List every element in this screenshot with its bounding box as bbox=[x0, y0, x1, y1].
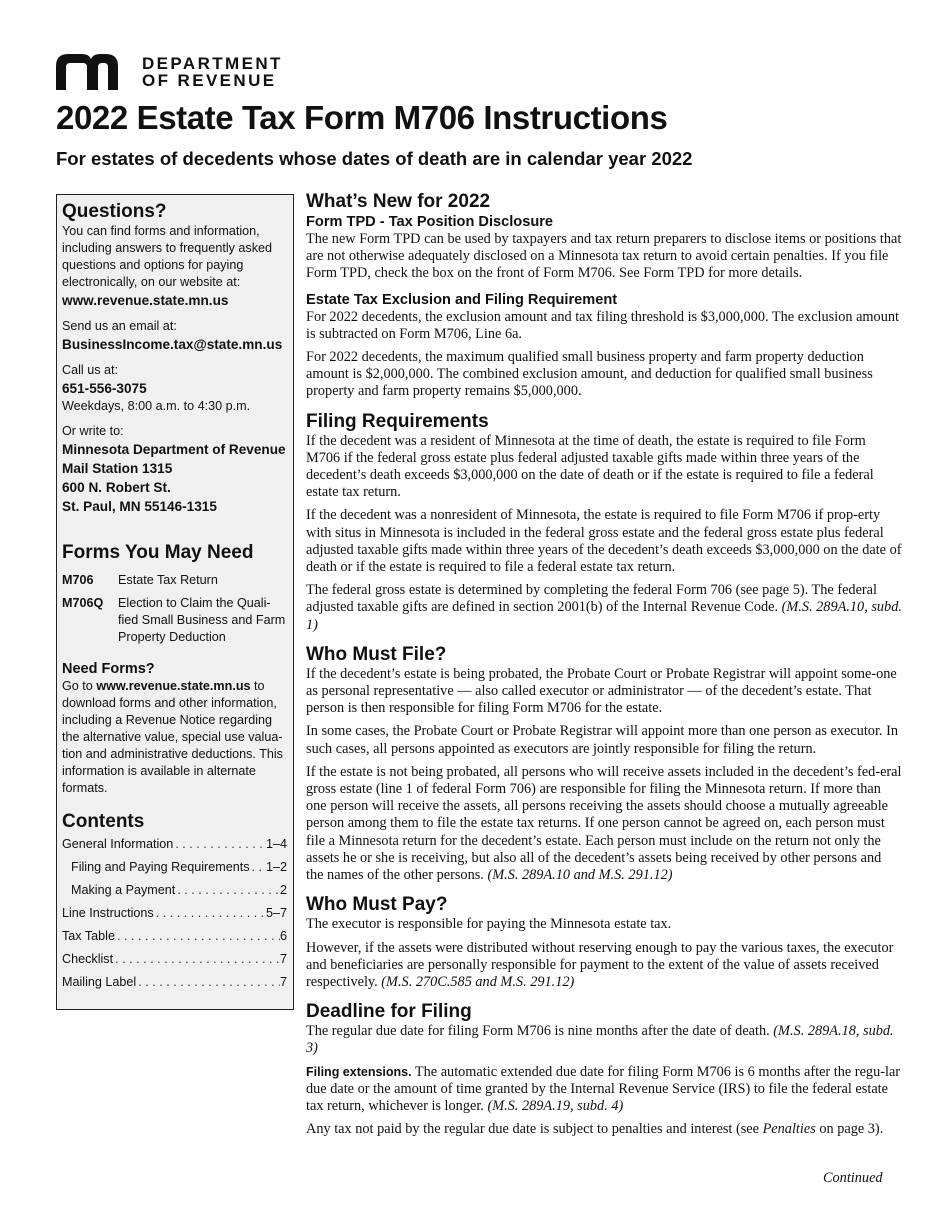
toc-item[interactable]: Line Instructions . . . 5–7 bbox=[62, 905, 287, 922]
address-line: St. Paul, MN 55146-1315 bbox=[62, 499, 217, 514]
address-line: Mail Station 1315 bbox=[62, 461, 173, 476]
who-file-paragraph: In some cases, the Probate Court or Probate Registrar will appoint more than one person as executor. In such cases, all persons appointed as executors are jointly responsible for filing the return. bbox=[306, 723, 898, 757]
form-item bbox=[62, 595, 287, 646]
who-must-pay-heading: Who Must Pay? bbox=[306, 894, 448, 916]
department-logo bbox=[56, 52, 283, 92]
exclusion-heading: Estate Tax Exclusion and Filing Requirement bbox=[306, 291, 618, 308]
exclusion-paragraph: For 2022 decedents, the maximum qualified small business property and farm property deduction amount is $2,000,000. The combined exclusion amount, and deduction for qualified small business property and farm property remains $5,000,000. bbox=[306, 349, 873, 400]
who-file-paragraph: If the decedent’s estate is being probated, the Probate Court or Probate Registrar will appoint some-one as personal representative — also called executor or administrator — of the decedent’s estate. That person is then responsible for filing Form M706 for the estate. bbox=[306, 665, 897, 717]
who-pay-paragraph: The executor is responsible for paying the Minnesota estate tax. bbox=[306, 916, 672, 933]
whats-new-heading: What’s New for 2022 bbox=[306, 191, 491, 212]
logo-line-1: DEPARTMENT bbox=[142, 54, 283, 73]
page-subtitle: For estates of decedents whose dates of death are in calendar year 2022 bbox=[56, 148, 693, 169]
deadline-paragraph: The regular due date for filing Form M706 is nine months after the date of death. (M.S. 289A.18, subd. 3) bbox=[306, 1023, 894, 1057]
statute-ref: (M.S. 270C.585 and M.S. 291.12) bbox=[381, 973, 575, 990]
form-desc: Election to Claim the Quali-fied Small Business and Farm Property Deduction bbox=[118, 596, 286, 644]
need-forms-link[interactable]: www.revenue.state.mn.us bbox=[96, 679, 251, 693]
who-must-file-heading: Who Must File? bbox=[306, 643, 447, 665]
forms-heading: Forms You May Need bbox=[62, 542, 254, 563]
statute-ref: (M.S. 289A.10 and M.S. 291.12) bbox=[487, 867, 673, 884]
phone-number: 651-556-3075 bbox=[62, 381, 147, 396]
email-label: Send us an email at: bbox=[62, 319, 177, 333]
form-code: M706 bbox=[62, 573, 94, 587]
questions-text: You can find forms and information, including answers to frequently asked questions and options for paying electronically, on our website at: bbox=[62, 224, 273, 289]
logo-text bbox=[142, 55, 283, 89]
continued-label: Continued bbox=[823, 1170, 883, 1186]
write-label: Or write to: bbox=[62, 424, 124, 438]
filing-requirements-heading: Filing Requirements bbox=[306, 410, 489, 432]
penalty-paragraph: Any tax not paid by the regular due date is subject to penalties and interest (see Penalties on page 3). bbox=[306, 1121, 884, 1138]
filing-paragraph: If the decedent was a resident of Minnesota at the time of death, the estate is required to file Form M706 if the federal gross estate plus federal adjusted taxable gifts made within three years of the decedent’s death exceeds $3,000,000 on the date of death or if the estate is required to file a federal estate tax return. bbox=[306, 432, 874, 501]
deadline-heading: Deadline for Filing bbox=[306, 1001, 472, 1023]
logo-line-2: OF REVENUE bbox=[142, 71, 277, 90]
toc-item[interactable]: Mailing Label . . . 7 bbox=[62, 974, 287, 991]
address-line: Minnesota Department of Revenue bbox=[62, 442, 286, 457]
penalties-ref: Penalties bbox=[762, 1121, 816, 1138]
extensions-paragraph: Filing extensions. The automatic extended due date for filing Form M706 is 6 months after the regu-lar due date or the amount of time granted by the Internal Revenue Service (IRS) to file the federal estate tax return, whichever is longer. (M.S. 289A.19, subd. 4) bbox=[306, 1063, 901, 1114]
toc-item[interactable]: Checklist . . . 7 bbox=[62, 951, 287, 968]
filing-paragraph: If the decedent was a nonresident of Minnesota, the estate is required to file Form M706 if prop-erty with situs in Minnesota is included in the federal gross estate and the federal gross estate plus federal adjusted taxable gifts made within three years of the decedent’s death exceeds $3,000,000 on the date of death or if the estate is required to file a federal estate tax return. bbox=[306, 507, 902, 576]
questions-heading: Questions? bbox=[62, 201, 167, 222]
need-forms-heading: Need Forms? bbox=[62, 661, 155, 677]
extensions-lead: Filing extensions. bbox=[306, 1064, 412, 1079]
email-link[interactable]: BusinessIncome.tax@state.mn.us bbox=[62, 337, 283, 352]
filing-paragraph: The federal gross estate is determined by completing the federal Form 706 (see page 5). The federal adjusted taxable gifts are defined in section 2001(b) of the Internal Revenue Code. (M.S. 289A.10, subd. 1) bbox=[306, 582, 902, 633]
mn-logo-icon bbox=[56, 54, 132, 90]
address-line: 600 N. Robert St. bbox=[62, 480, 171, 495]
form-code: M706Q bbox=[62, 596, 104, 610]
main-content bbox=[306, 191, 902, 1138]
form-item bbox=[62, 572, 287, 589]
toc-item[interactable]: Making a Payment . . . 2 bbox=[62, 882, 287, 899]
call-label: Call us at: bbox=[62, 363, 118, 377]
statute-ref: (M.S. 289A.18, subd. 3) bbox=[306, 1023, 894, 1057]
who-file-paragraph: If the estate is not being probated, all persons who will receive assets included in the decedent’s fed-eral gross estate (line 1 of federal Form 706) are responsible for filing the Minnesota return. If more than one person will receive the assets, all persons receiving the assets should choose a mutually agreeable person among them to file the estate tax returns. If one person cannot be agreed on, each person must file a Minnesota return for the decedent’s estate. Each person must include on the return not only the assets he or she is receiving, but also all of the decedent’s assets being received by other persons and the names of the other persons. (M.S. 289A.10 and M.S. 291.12) bbox=[306, 763, 902, 884]
page-title: 2022 Estate Tax Form M706 Instructions bbox=[56, 99, 668, 136]
exclusion-paragraph: For 2022 decedents, the exclusion amount and tax filing threshold is $3,000,000. The exclusion amount is subtracted on Form M706, Line 6a. bbox=[306, 308, 899, 342]
contents-heading: Contents bbox=[62, 811, 145, 832]
statute-ref: (M.S. 289A.19, subd. 4) bbox=[487, 1097, 624, 1114]
toc-item[interactable]: Filing and Paying Requirements . . . 1–2 bbox=[62, 859, 287, 876]
office-hours: Weekdays, 8:00 a.m. to 4:30 p.m. bbox=[62, 399, 251, 413]
website-link[interactable]: www.revenue.state.mn.us bbox=[62, 293, 229, 308]
sidebar bbox=[56, 194, 294, 1010]
toc-item[interactable]: General Information . . . 1–4 bbox=[62, 836, 287, 853]
need-forms-text: Go to www.revenue.state.mn.us to download forms and other information, including a Revenue Notice regarding the alternative value, special use valua-tion and administrative deductions. This information is available in alternate formats. bbox=[62, 679, 283, 795]
tpd-heading: Form TPD - Tax Position Disclosure bbox=[306, 214, 554, 230]
tpd-text: The new Form TPD can be used by taxpayers and tax return preparers to disclose items or positions that are not otherwise adequately disclosed on a Minnesota tax return to avoid certain penalties. If you file Form TPD, check the box on the front of Form M706. See Form TPD for more details. bbox=[306, 231, 902, 282]
who-pay-paragraph: However, if the assets were distributed without reserving enough to pay the various taxes, the executor and beneficiaries are personally responsible for payment to the extent of the value of assets received respectively. (M.S. 270C.585 and M.S. 291.12) bbox=[306, 939, 894, 990]
form-desc: Estate Tax Return bbox=[118, 573, 218, 587]
statute-ref: (M.S. 289A.10, subd. 1) bbox=[306, 599, 902, 633]
toc-item[interactable]: Tax Table . . . 6 bbox=[62, 928, 287, 945]
